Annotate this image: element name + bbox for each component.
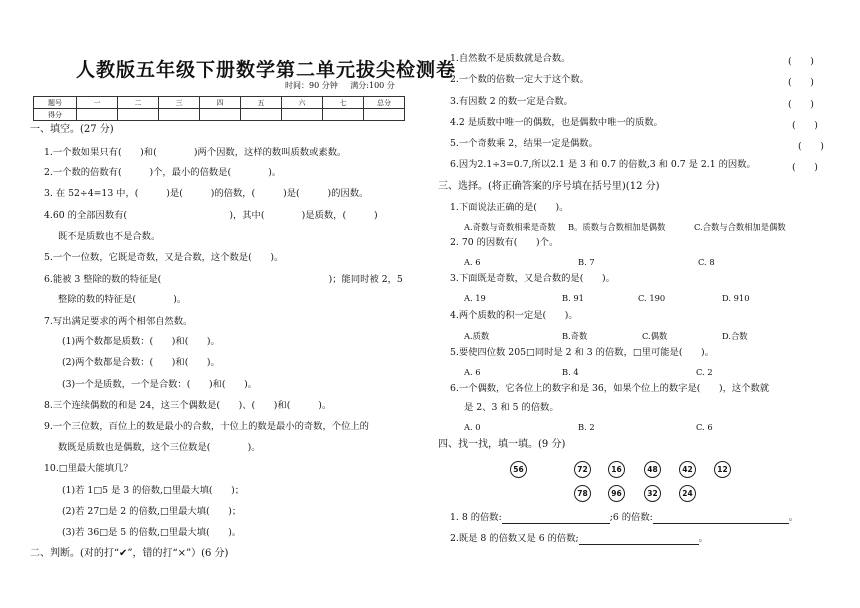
choice-question: 6.一个偶数，它各位上的数字和是 36，如果个位上的数字是( )，这个数就 — [450, 383, 770, 394]
question: 2.一个数的倍数有( )个，最小的倍数是( )。 — [44, 167, 282, 178]
section-heading: 三、选择。(将正确答案的序号填在括号里)(12 分) — [438, 181, 660, 192]
exam-score: 满分:100 分 — [350, 81, 395, 90]
number-circle: 48 — [644, 461, 661, 478]
score-cell: 二 — [118, 97, 159, 109]
score-input-cell[interactable] — [200, 109, 241, 121]
number-circle: 96 — [608, 485, 625, 502]
choice-option[interactable]: C. 8 — [698, 257, 715, 267]
choice-option[interactable]: A.质数 — [464, 331, 490, 341]
score-table-row — [34, 109, 405, 121]
choice-option[interactable]: B.奇数 — [562, 331, 588, 341]
choice-question: 2. 70 的因数有( )个。 — [450, 237, 559, 248]
fill-label: ;6 的倍数: — [609, 512, 653, 523]
question: 数既是质数也是偶数，这个三位数是( )。 — [58, 442, 261, 453]
number-circle: 24 — [679, 485, 696, 502]
number-circle: 56 — [510, 461, 527, 478]
choice-question: 3.下面既是奇数，又是合数的是( )。 — [450, 273, 615, 284]
score-cell: 得分 — [34, 109, 77, 121]
choice-option[interactable]: B. 7 — [578, 257, 595, 267]
choice-option[interactable]: A.奇数与奇数相乘是奇数 — [464, 222, 556, 232]
score-input-cell[interactable] — [118, 109, 159, 121]
question: 10.□里最大能填几？ — [44, 463, 133, 474]
fill-end: 。 — [788, 512, 799, 523]
question: 1.一个数如果只有( )和( )两个因数，这样的数叫质数或素数。 — [44, 147, 347, 158]
choice-question-cont: 是 2、3 和 5 的倍数。 — [464, 402, 559, 413]
answer-blank[interactable] — [502, 513, 610, 524]
choice-option[interactable]: D.合数 — [722, 331, 748, 341]
fill-question — [450, 533, 708, 545]
question: 6.能被 3 整除的数的特征是( )；能同时被 2，5 — [44, 274, 403, 285]
score-cell: 五 — [241, 97, 282, 109]
section-heading: 四、找一找，填一填。(9 分) — [438, 439, 566, 450]
number-circle: 42 — [679, 461, 696, 478]
question: (2)两个数都是合数：( )和( )。 — [62, 357, 220, 368]
judge-question: 4.2 是质数中唯一的偶数，也是偶数中唯一的质数。 — [450, 117, 663, 128]
score-cell: 一 — [77, 97, 118, 109]
number-circle: 12 — [714, 461, 731, 478]
fill-label: 1. 8 的倍数: — [450, 512, 502, 523]
number-circle: 16 — [608, 461, 625, 478]
question: 8.三个连续偶数的和是 24，这三个偶数是( )、( )和( )。 — [44, 400, 332, 411]
score-cell: 三 — [159, 97, 200, 109]
score-input-cell[interactable] — [77, 109, 118, 121]
answer-paren[interactable]: ( ) — [788, 99, 814, 110]
question: 5.一个一位数，它既是奇数，又是合数，这个数是( )。 — [44, 252, 284, 263]
score-cell: 总分 — [364, 97, 405, 109]
question: (2)若 27□是 2 的倍数,□里最大填( )； — [62, 506, 242, 517]
choice-option[interactable]: C.合数与合数相加是偶数 — [694, 222, 786, 232]
score-input-cell[interactable] — [282, 109, 323, 121]
score-input-cell[interactable] — [364, 109, 405, 121]
choice-question: 5.要使四位数 205□同时是 2 和 3 的倍数，□里可能是( )。 — [450, 347, 714, 358]
fill-end: 。 — [698, 533, 708, 544]
question: 9.一个三位数，百位上的数是最小的合数，十位上的数是最小的奇数，个位上的 — [44, 421, 369, 432]
choice-option[interactable]: D. 910 — [722, 293, 750, 303]
judge-question: 1.自然数不是质数就是合数。 — [450, 53, 571, 64]
choice-question: 4.两个质数的积一定是( )。 — [450, 310, 578, 321]
choice-option[interactable]: A. 0 — [464, 422, 481, 432]
page-title: 人教版五年级下册数学第二单元拔尖检测卷 — [76, 59, 457, 81]
choice-option[interactable]: B. 2 — [578, 422, 595, 432]
question: 既不是质数也不是合数。 — [58, 231, 161, 242]
question: (1)若 1□5 是 3 的倍数,□里最大填( )； — [62, 485, 245, 496]
answer-paren[interactable]: ( ) — [792, 120, 818, 131]
score-input-cell[interactable] — [241, 109, 282, 121]
choice-option[interactable]: C.偶数 — [642, 331, 668, 341]
answer-blank[interactable] — [653, 513, 789, 524]
score-table-header — [34, 97, 405, 109]
judge-question: 3.有因数 2 的数一定是合数。 — [450, 96, 573, 107]
choice-question: 1.下面说法正确的是( )。 — [450, 202, 569, 213]
judge-question: 6.因为2.1÷3=0.7,所以2.1 是 3 和 0.7 的倍数,3 和 0.7 是 2.1 的因数。 — [450, 159, 756, 170]
question: 7.写出满足要求的两个相邻自然数。 — [44, 316, 193, 327]
number-circle: 78 — [574, 485, 591, 502]
choice-option[interactable]: C. 2 — [696, 367, 713, 377]
answer-paren[interactable]: ( ) — [788, 56, 814, 67]
section-heading: 二、判断。(对的打“✔”，错的打“×”）(6 分) — [30, 548, 229, 559]
choice-option[interactable]: B. 4 — [562, 367, 579, 377]
question: (3)若 36□是 5 的倍数,□里最大填( )。 — [62, 527, 242, 538]
fill-label: 2.既是 8 的倍数又是 6 的倍数; — [450, 533, 579, 544]
question: (3)一个是质数，一个是合数：( )和( )。 — [62, 379, 258, 390]
score-table — [33, 96, 405, 121]
answer-paren[interactable]: ( ) — [788, 77, 814, 88]
question: 4.60 的全部因数有( )，其中( )是质数，( ) — [44, 210, 378, 221]
score-cell: 四 — [200, 97, 241, 109]
choice-option[interactable]: C. 6 — [696, 422, 713, 432]
answer-paren[interactable]: ( ) — [798, 141, 824, 152]
number-circle: 72 — [574, 461, 591, 478]
number-circle: 32 — [644, 485, 661, 502]
score-input-cell[interactable] — [323, 109, 364, 121]
choice-option[interactable]: B。质数与合数相加是偶数 — [568, 222, 666, 232]
score-input-cell[interactable] — [159, 109, 200, 121]
exam-meta — [285, 80, 405, 91]
section-heading: 一、填空。(27 分) — [30, 124, 114, 135]
question: 整除的数的特征是( )。 — [58, 294, 187, 305]
answer-blank[interactable] — [579, 534, 699, 545]
choice-option[interactable]: A. 6 — [464, 257, 481, 267]
score-cell: 题号 — [34, 97, 77, 109]
judge-question: 2.一个数的倍数一定大于这个数。 — [450, 74, 590, 85]
judge-question: 5.一个奇数乘 2，结果一定是偶数。 — [450, 138, 598, 149]
fill-question — [450, 512, 798, 524]
question: 3. 在 52÷4=13 中，( )是( )的倍数，( )是( )的因数。 — [44, 188, 369, 199]
choice-option[interactable]: C. 190 — [638, 293, 666, 303]
score-cell: 七 — [323, 97, 364, 109]
choice-option[interactable]: A. 6 — [464, 367, 481, 377]
choice-option[interactable]: A. 19 — [464, 293, 486, 303]
question: (1)两个数都是质数：( )和( )。 — [62, 336, 220, 347]
choice-option[interactable]: B. 91 — [562, 293, 584, 303]
score-cell: 六 — [282, 97, 323, 109]
answer-paren[interactable]: ( ) — [792, 162, 818, 173]
exam-time: 时间：90 分钟 — [285, 81, 338, 90]
